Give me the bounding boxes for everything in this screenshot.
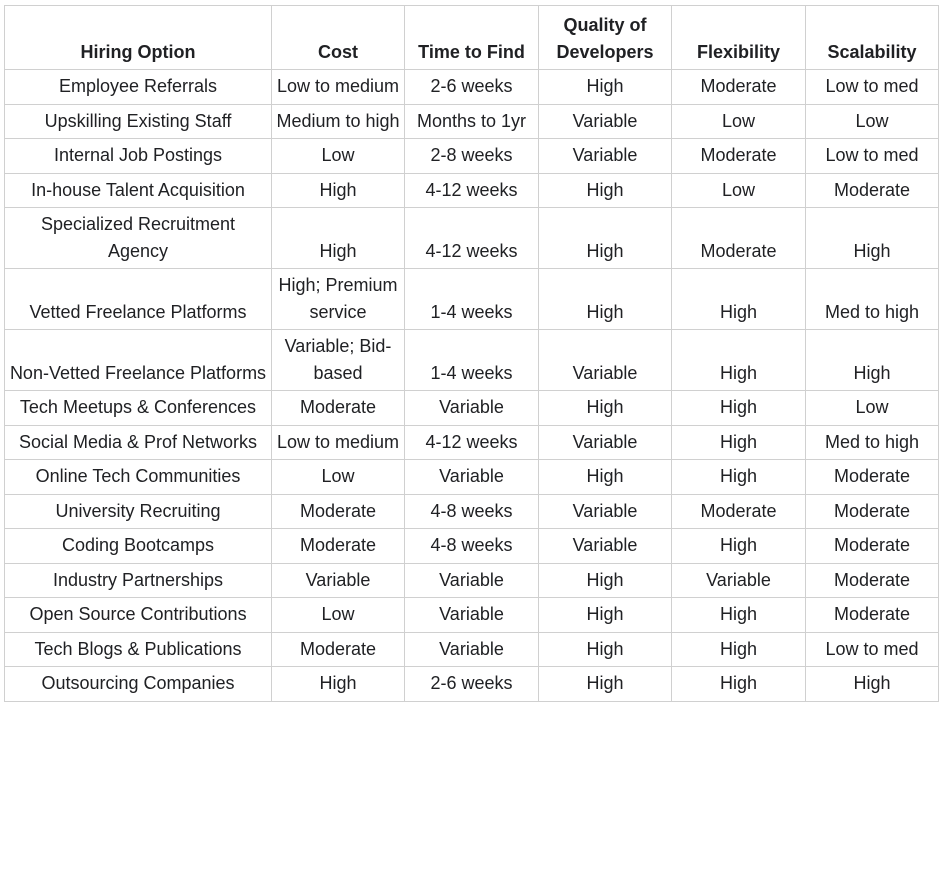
cell-hiring-option: Internal Job Postings (5, 139, 272, 174)
cell-hiring-option: Non-Vetted Freelance Platforms (5, 330, 272, 391)
cell-scalability: Low (806, 104, 939, 139)
cell-time-to-find: Variable (405, 632, 539, 667)
cell-flexibility: Moderate (672, 494, 806, 529)
table-row (5, 330, 939, 391)
cell-time-to-find: 2-6 weeks (405, 667, 539, 702)
header-scalability: Scalability (806, 6, 939, 70)
cell-scalability: Med to high (806, 269, 939, 330)
cell-hiring-option: Industry Partnerships (5, 563, 272, 598)
cell-hiring-option: Employee Referrals (5, 70, 272, 105)
cell-time-to-find: Variable (405, 460, 539, 495)
cell-quality: Variable (539, 529, 672, 564)
table-row (5, 139, 939, 174)
cell-quality: High (539, 70, 672, 105)
cell-scalability: Low (806, 391, 939, 426)
cell-scalability: High (806, 330, 939, 391)
cell-cost: Moderate (272, 494, 405, 529)
cell-quality: High (539, 598, 672, 633)
cell-quality: Variable (539, 425, 672, 460)
cell-scalability: Moderate (806, 173, 939, 208)
cell-hiring-option: Social Media & Prof Networks (5, 425, 272, 460)
cell-hiring-option: Upskilling Existing Staff (5, 104, 272, 139)
cell-hiring-option: In-house Talent Acquisition (5, 173, 272, 208)
cell-hiring-option: Vetted Freelance Platforms (5, 269, 272, 330)
cell-flexibility: High (672, 529, 806, 564)
table-row (5, 667, 939, 702)
table-row (5, 70, 939, 105)
cell-cost: Low to medium (272, 70, 405, 105)
cell-scalability: Moderate (806, 460, 939, 495)
cell-time-to-find: 1-4 weeks (405, 330, 539, 391)
cell-flexibility: Variable (672, 563, 806, 598)
table-row (5, 391, 939, 426)
cell-time-to-find: 4-12 weeks (405, 425, 539, 460)
cell-scalability: Moderate (806, 494, 939, 529)
header-quality: Quality of Developers (539, 6, 672, 70)
cell-cost: Moderate (272, 632, 405, 667)
table-row (5, 598, 939, 633)
cell-hiring-option: Coding Bootcamps (5, 529, 272, 564)
cell-time-to-find: Variable (405, 391, 539, 426)
table-row (5, 425, 939, 460)
cell-quality: Variable (539, 330, 672, 391)
table-row (5, 632, 939, 667)
cell-quality: High (539, 667, 672, 702)
cell-quality: High (539, 391, 672, 426)
cell-cost: Moderate (272, 391, 405, 426)
cell-quality: Variable (539, 494, 672, 529)
cell-hiring-option: Open Source Contributions (5, 598, 272, 633)
cell-quality: High (539, 632, 672, 667)
cell-time-to-find: 2-6 weeks (405, 70, 539, 105)
cell-cost: Low (272, 460, 405, 495)
header-flexibility: Flexibility (672, 6, 806, 70)
cell-cost: High (272, 208, 405, 269)
cell-quality: High (539, 460, 672, 495)
cell-cost: Variable (272, 563, 405, 598)
table-row (5, 494, 939, 529)
cell-cost: High (272, 667, 405, 702)
cell-time-to-find: 4-12 weeks (405, 208, 539, 269)
cell-flexibility: High (672, 667, 806, 702)
cell-scalability: Low to med (806, 139, 939, 174)
cell-flexibility: Low (672, 173, 806, 208)
cell-cost: High; Premium service (272, 269, 405, 330)
cell-flexibility: Low (672, 104, 806, 139)
cell-flexibility: High (672, 391, 806, 426)
header-row (5, 6, 939, 70)
table-row (5, 460, 939, 495)
table-row (5, 529, 939, 564)
cell-flexibility: Moderate (672, 139, 806, 174)
cell-cost: High (272, 173, 405, 208)
cell-scalability: Moderate (806, 598, 939, 633)
header-hiring-option: Hiring Option (5, 6, 272, 70)
cell-flexibility: Moderate (672, 208, 806, 269)
cell-flexibility: High (672, 632, 806, 667)
cell-cost: Moderate (272, 529, 405, 564)
table-row (5, 208, 939, 269)
cell-flexibility: High (672, 269, 806, 330)
cell-cost: Variable; Bid-based (272, 330, 405, 391)
cell-scalability: Low to med (806, 70, 939, 105)
cell-cost: Low to medium (272, 425, 405, 460)
cell-scalability: High (806, 667, 939, 702)
cell-time-to-find: 4-8 weeks (405, 494, 539, 529)
cell-scalability: Low to med (806, 632, 939, 667)
cell-hiring-option: Online Tech Communities (5, 460, 272, 495)
table-row (5, 563, 939, 598)
cell-time-to-find: 2-8 weeks (405, 139, 539, 174)
cell-scalability: Moderate (806, 529, 939, 564)
cell-scalability: Moderate (806, 563, 939, 598)
cell-hiring-option: Specialized Recruitment Agency (5, 208, 272, 269)
cell-time-to-find: Variable (405, 598, 539, 633)
cell-time-to-find: 4-12 weeks (405, 173, 539, 208)
cell-flexibility: Moderate (672, 70, 806, 105)
cell-flexibility: High (672, 425, 806, 460)
cell-quality: High (539, 208, 672, 269)
table-row (5, 269, 939, 330)
cell-time-to-find: 1-4 weeks (405, 269, 539, 330)
cell-time-to-find: 4-8 weeks (405, 529, 539, 564)
cell-flexibility: High (672, 460, 806, 495)
table-row (5, 104, 939, 139)
cell-cost: Low (272, 598, 405, 633)
cell-quality: High (539, 269, 672, 330)
cell-quality: Variable (539, 139, 672, 174)
cell-hiring-option: Tech Meetups & Conferences (5, 391, 272, 426)
cell-time-to-find: Variable (405, 563, 539, 598)
cell-flexibility: High (672, 598, 806, 633)
cell-scalability: High (806, 208, 939, 269)
cell-hiring-option: University Recruiting (5, 494, 272, 529)
cell-flexibility: High (672, 330, 806, 391)
table-row (5, 173, 939, 208)
cell-time-to-find: Months to 1yr (405, 104, 539, 139)
cell-scalability: Med to high (806, 425, 939, 460)
cell-quality: High (539, 173, 672, 208)
hiring-options-table (4, 5, 939, 702)
cell-hiring-option: Outsourcing Companies (5, 667, 272, 702)
cell-hiring-option: Tech Blogs & Publications (5, 632, 272, 667)
cell-quality: High (539, 563, 672, 598)
header-cost: Cost (272, 6, 405, 70)
header-time-to-find: Time to Find (405, 6, 539, 70)
cell-cost: Medium to high (272, 104, 405, 139)
cell-cost: Low (272, 139, 405, 174)
cell-quality: Variable (539, 104, 672, 139)
